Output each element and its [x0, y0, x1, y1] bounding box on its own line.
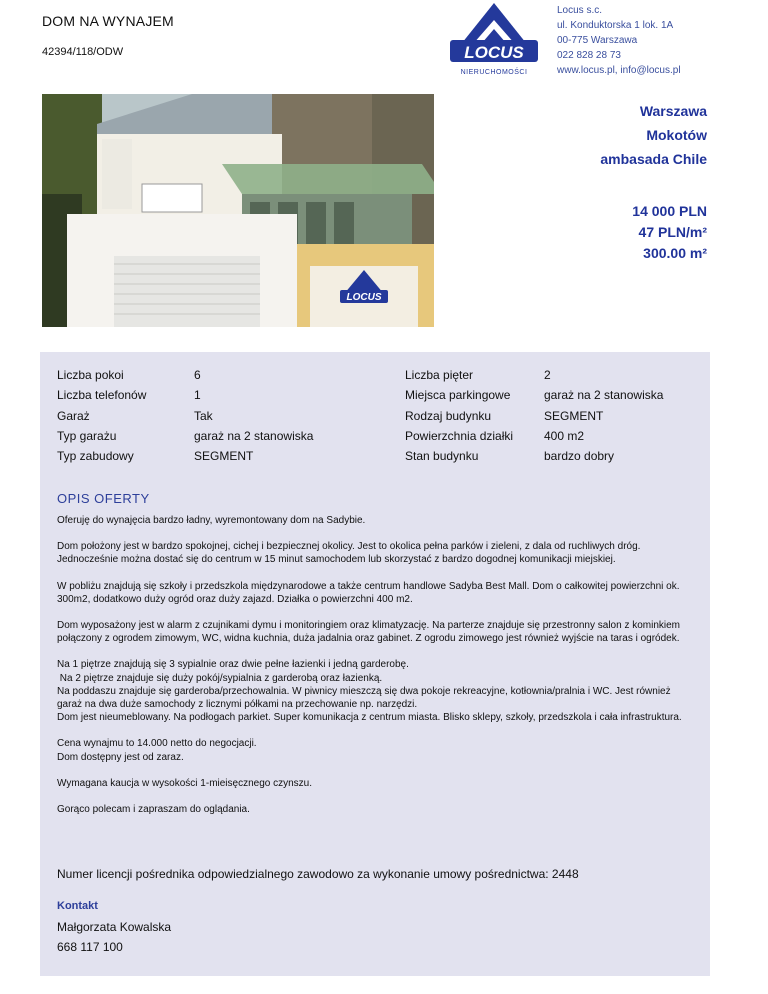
param-value: Tak: [194, 408, 213, 423]
description-paragraph: Dom wyposażony jest w alarm z czujnikami dymu i monitoringiem oraz klimatyzację. Na parterze znajduje się przestronny salon z kominkiem połączony z ogrodem zimowym, WC, widna kuchnia, duża jadalnia oraz gabinet. Z ogrodu zimowego jest również wyjście na taras i ogródek.: [57, 620, 681, 645]
param-value: 2: [544, 368, 551, 382]
param-label: Miejsca parkingowe: [405, 388, 511, 403]
description-paragraph: Wymagana kaucja w wysokości 1-mieisęcznego czynszu.: [57, 777, 313, 789]
param-value: 400 m2: [544, 428, 585, 443]
offer-reference: 42394/118/ODW: [42, 46, 124, 58]
param-value: 6: [194, 368, 201, 382]
description-paragraph: W pobliżu znajdują się szkoły i przedszkola międzynarodowe a także centrum handlowe Sadyba Best Mall. Dom o całkowitej powierzchni ok. 300m2, dodatkowo duży ogród oraz duży zajazd. Działka o powierzchni 400 m2.: [57, 580, 680, 605]
params-row: [57, 449, 697, 469]
contact-heading: Kontakt: [57, 900, 98, 912]
param-label: Stan budynku: [405, 449, 479, 464]
location-block: [600, 99, 707, 171]
agency-phone: 022 828 28 73: [557, 50, 621, 61]
license-note: Numer licencji pośrednika odpowiedzialnego zawodowo za wykonanie umowy pośrednictwa: 2448: [57, 867, 579, 881]
price-per-m2: 47 PLN/m²: [638, 224, 707, 240]
page-title: DOM NA WYNAJEM: [42, 13, 174, 29]
agency-address-city: 00-775 Warszawa: [557, 35, 638, 46]
description-line: Cena wynajmu to 14.000 netto do negocjacji.: [57, 738, 257, 750]
param-label: Liczba telefonów: [57, 388, 147, 403]
param-label: Typ garażu: [57, 428, 117, 443]
params-row: [57, 388, 697, 408]
description-paragraph: Gorąco polecam i zapraszam do oglądania.: [57, 804, 250, 816]
param-label: Typ zabudowy: [57, 449, 134, 464]
price-block: [632, 201, 707, 264]
param-value: garaż na 2 stanowiska: [194, 428, 314, 443]
logo-subtext: NIERUCHOMOŚCI: [460, 69, 528, 76]
offer-section-title: OPIS OFERTY: [57, 491, 150, 506]
contact-phone[interactable]: 668 117 100: [57, 940, 123, 954]
property-photo: [42, 94, 434, 327]
param-value: bardzo dobry: [544, 449, 615, 464]
param-value: 1: [194, 388, 201, 403]
offer-description: [57, 514, 697, 829]
description-line: Dom jest nieumeblowany. Na podłogach parkiet. Super komunikacja z centrum miasta. Blisko sklepy, szkoły, przedszkola i cała infrastruktura.: [57, 712, 682, 724]
photo-watermark-text: LOCUS: [346, 292, 382, 303]
property-size: 300.00 m²: [643, 245, 707, 261]
params-table: [57, 368, 697, 469]
params-row: [57, 409, 697, 429]
logo-text: LOCUS: [464, 43, 524, 62]
agency-contact: [557, 3, 681, 78]
params-row: [57, 429, 697, 449]
location-city: Warszawa: [639, 103, 707, 119]
price-total: 14 000 PLN: [632, 203, 707, 219]
location-area: ambasada Chile: [600, 151, 707, 167]
description-paragraph: [57, 737, 697, 763]
description-line: Na poddaszu znajduje się garderoba/przechowalnia. W piwnicy mieszczą się dwa pokoje rekreacyjne, kotłownia/pralnia i WC. Jest również garaż na dwa duże samochody z licznymi półkami na przechowanie np. narzędzi.: [57, 685, 671, 711]
params-row: [57, 368, 697, 388]
param-value: garaż na 2 stanowiska: [544, 388, 664, 403]
description-line: Na 1 piętrze znajdują się 3 sypialnie oraz dwie pełne łazienki i jedną garderobę.: [57, 659, 409, 671]
description-line: Na 2 piętrze znajduje się duży pokój/sypialnia z garderobą oraz łazienką.: [57, 672, 383, 684]
agency-address-street: ul. Konduktorska 1 lok. 1A: [557, 20, 674, 31]
param-label: Liczba pięter: [405, 368, 474, 382]
description-paragraph: Dom położony jest w bardzo spokojnej, cichej i bezpiecznej okolicy. Jest to okolica pełna parków i zieleni, z dala od ruchliwych dróg. Jednocześnie można dostać się do centrum w 15 minut samochodem lub skorzystać z bardzo dogodnej komunikacji miejskiej.: [57, 541, 641, 566]
param-value: SEGMENT: [544, 408, 604, 423]
param-label: Garaż: [57, 408, 90, 423]
location-district: Mokotów: [646, 127, 707, 143]
agency-name: Locus s.c.: [557, 5, 603, 16]
description-paragraph: [57, 658, 697, 724]
contact-name: Małgorzata Kowalska: [57, 920, 172, 934]
param-label: Liczba pokoi: [57, 368, 124, 382]
param-label: Powierzchnia działki: [405, 428, 514, 443]
description-paragraph: Oferuję do wynajęcia bardzo ładny, wyremontowany dom na Sadybie.: [57, 515, 366, 526]
description-line: Dom dostępny jest od zaraz.: [57, 751, 184, 763]
locus-logo: [444, 0, 544, 80]
param-label: Rodzaj budynku: [405, 408, 492, 423]
param-value: SEGMENT: [194, 449, 254, 464]
agency-web[interactable]: www.locus.pl, info@locus.pl: [557, 65, 681, 76]
